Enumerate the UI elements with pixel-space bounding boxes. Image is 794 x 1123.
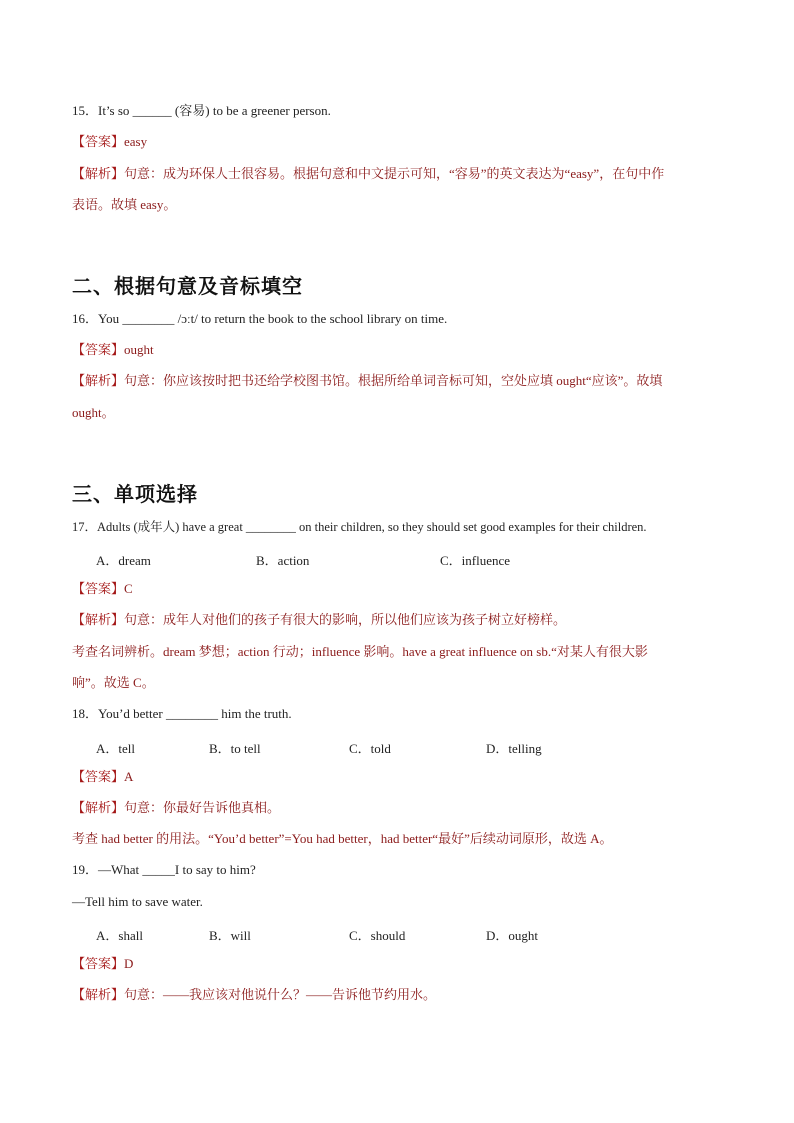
section-3-heading: 三、单项选择 [72,482,198,506]
analysis-19-line1 [72,987,436,1003]
option-b-19: B．will [209,928,251,943]
answer-19 [72,956,133,972]
analysis-16-line1 [72,373,662,389]
answer-value: easy [124,134,148,149]
analysis-label: 【解析】 [72,612,125,627]
analysis-16-line2: ought。 [72,405,115,420]
answer-value: C [124,581,133,596]
answer-17 [72,581,133,597]
answer-16 [72,342,154,358]
option-b-17: B．action [256,553,310,568]
answer-value: D [124,956,134,971]
answer-18 [72,769,133,785]
answer-label: 【答案】 [72,956,125,971]
answer-value: A [124,769,134,784]
analysis-text: 句意：成为环保人士很容易。根据句意和中文提示可知，“容易”的英文表达为“easy”，在句中作 [124,166,665,181]
analysis-18-line1 [72,800,280,816]
answer-label: 【答案】 [72,581,125,596]
option-b-18: B．to tell [209,741,261,756]
analysis-label: 【解析】 [72,373,125,388]
answer-label: 【答案】 [72,134,125,149]
analysis-label: 【解析】 [72,987,125,1002]
question-19-reply: —Tell him to save water. [72,894,203,909]
analysis-label: 【解析】 [72,166,125,181]
option-d-19: D．ought [486,928,539,943]
analysis-label: 【解析】 [72,800,125,815]
question-19: 19．—What _____I to say to him? [72,862,256,877]
option-c-19: C．should [349,928,406,943]
analysis-text: 句意：——我应该对他说什么？——告诉他节约用水。 [124,987,437,1002]
analysis-18-line2: 考查 had better 的用法。“You’d better”=You had better，had better“最好”后续动词原形，故选 A。 [72,831,613,846]
analysis-text: 句意：成年人对他们的孩子有很大的影响，所以他们应该为孩子树立好榜样。 [124,612,567,627]
section-2-heading: 二、根据句意及音标填空 [72,274,303,298]
option-a-17: A．dream [96,553,151,568]
option-a-19: A．shall [96,928,143,943]
option-c-18: C．told [349,741,391,756]
analysis-17-line2: 考查名词辨析。dream 梦想；action 行动；influence 影响。have a great influence on sb.“对某人有很大影 [72,644,648,659]
analysis-text: 句意：你最好告诉他真相。 [124,800,281,815]
answer-value: ought [124,342,154,357]
question-15: 15．It’s so ______ (容易) to be a greener person. [72,103,331,118]
question-17: 17．Adults (成年人) have a great ________ on their children, so they should set good examples for their children. [72,520,647,534]
answer-15 [72,134,147,150]
option-d-18: D．telling [486,741,542,756]
analysis-15-line1 [72,166,664,182]
answer-label: 【答案】 [72,769,125,784]
analysis-17-line1 [72,612,566,628]
question-16: 16．You ________ /ɔːt/ to return the book to the school library on time. [72,311,448,326]
answer-label: 【答案】 [72,342,125,357]
analysis-17-line3: 响”。故选 C。 [72,675,155,690]
option-a-18: A．tell [96,741,135,756]
option-c-17: C．influence [440,553,511,568]
question-18: 18．You’d better ________ him the truth. [72,706,292,721]
analysis-text: 句意：你应该按时把书还给学校图书馆。根据所给单词音标可知，空处应填 ought“应该”。故填 [124,373,663,388]
analysis-15-line2: 表语。故填 easy。 [72,197,177,212]
